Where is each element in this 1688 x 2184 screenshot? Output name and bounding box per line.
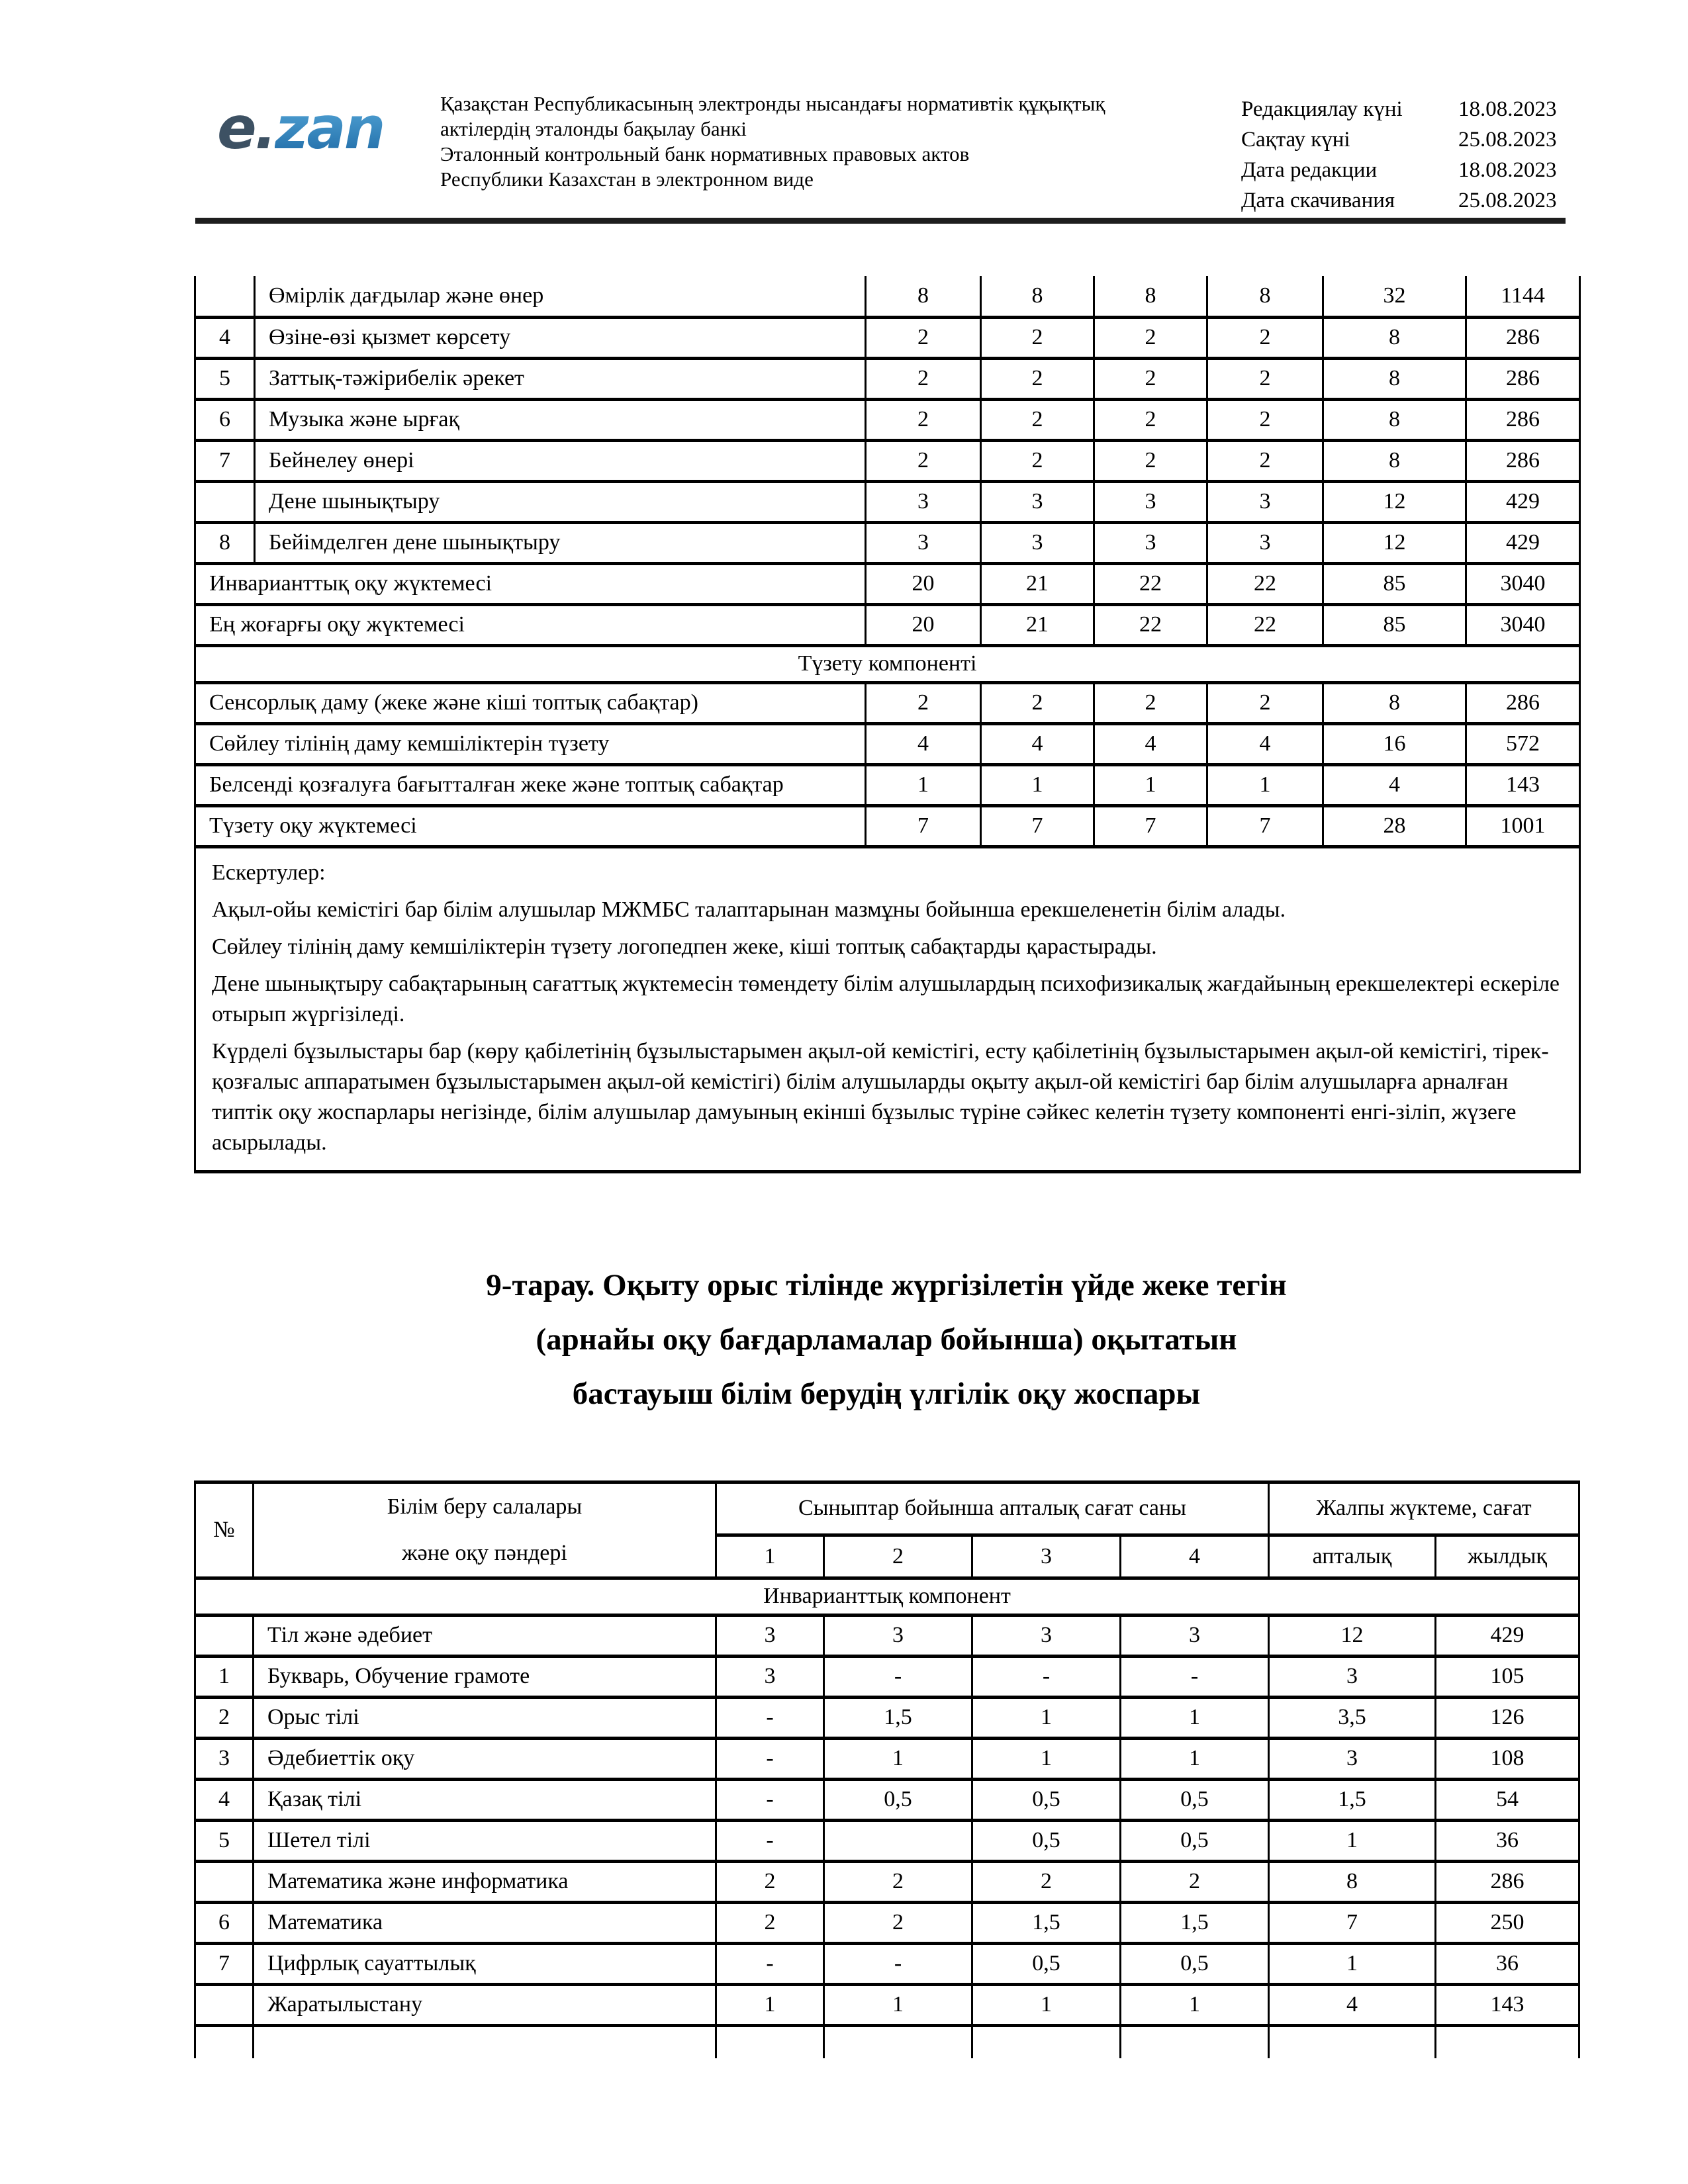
hours-value-cell: 3,5 bbox=[1269, 1697, 1436, 1738]
hours-value-cell: 429 bbox=[1466, 481, 1580, 522]
date-label: Дата скачивания bbox=[1241, 189, 1395, 212]
hours-value-cell: 21 bbox=[981, 563, 1094, 604]
hours-value-cell: 3040 bbox=[1466, 604, 1580, 645]
table-row bbox=[195, 723, 1580, 764]
hours-value-cell: 3 bbox=[981, 481, 1094, 522]
hours-value-cell: 7 bbox=[866, 805, 981, 846]
table-row bbox=[195, 645, 1580, 682]
hours-value-cell: 2 bbox=[1094, 399, 1207, 440]
row-number-cell: 5 bbox=[195, 358, 255, 399]
table-row bbox=[195, 604, 1580, 645]
hours-value-cell: 3 bbox=[716, 1656, 824, 1697]
hours-value-cell: 7 bbox=[981, 805, 1094, 846]
hours-value-cell: 286 bbox=[1466, 399, 1580, 440]
note-paragraph: Дене шынықтыру сабақтарының сағаттық жүктемесін төмендету білім алушылардың психофизикалық жағдайының ерекшелектері ескеріле отырып жүргізіледі. bbox=[212, 971, 1560, 1026]
table-row bbox=[195, 846, 1580, 1171]
note-paragraph: Күрделі бұзылыстары бар (көру қабілетінің бұзылыстарымен ақыл-ой кемістігі, есту қабілетінің бұзылыстарымен ақыл-ой кемістігі, тірек-қозғалыс аппаратымен бұзылыстарымен ақыл-ой кемістігі) білім алушыларды оқыту ақыл-ой кемістігі бар білім алушыларға арналған типтік оқу жоспарлары негізінде, білім алушылар дамуының екінші бұзылыс түріне сәйкес келетін түзету компоненті енгі-зіліп, жүзеге асырылады. bbox=[212, 1038, 1549, 1155]
hours-value-cell: 8 bbox=[1323, 399, 1466, 440]
hours-value-cell: 2 bbox=[1207, 358, 1323, 399]
hours-value-cell: 3 bbox=[1207, 481, 1323, 522]
hours-value-cell: 36 bbox=[1436, 1820, 1579, 1861]
hours-value-cell: 1 bbox=[866, 764, 981, 805]
document-dates bbox=[1241, 94, 1564, 216]
hours-value-cell: 2 bbox=[972, 1861, 1121, 1902]
hours-value-cell: 4 bbox=[1269, 1984, 1436, 2025]
table-row bbox=[195, 1820, 1579, 1861]
hours-value-cell: 286 bbox=[1466, 358, 1580, 399]
row-label-cell: Жаратылыстану bbox=[254, 1984, 716, 2025]
hours-value-cell: 2 bbox=[1207, 317, 1323, 358]
hours-value-cell: 0,5 bbox=[1121, 1779, 1269, 1820]
column-header-total-load: Жалпы жүктеме, сағат bbox=[1269, 1482, 1579, 1535]
hours-value-cell: 1,5 bbox=[1121, 1902, 1269, 1943]
hours-value-cell bbox=[716, 2025, 824, 2058]
hours-value-cell: 16 bbox=[1323, 723, 1466, 764]
row-number-cell: 6 bbox=[195, 399, 255, 440]
org-line: Қазақстан Республикасының электронды нысандағы нормативтік құқықтық bbox=[440, 92, 1105, 115]
hours-value-cell: 1 bbox=[1269, 1943, 1436, 1984]
hours-value-cell: 143 bbox=[1436, 1984, 1579, 2025]
column-header-subjects-line: Білім беру салалары bbox=[387, 1494, 583, 1519]
hours-value-cell: 85 bbox=[1323, 563, 1466, 604]
hours-value-cell: - bbox=[824, 1943, 972, 1984]
table-header-row bbox=[195, 1482, 1579, 1535]
date-label: Сақтау күні bbox=[1241, 128, 1350, 152]
table-row bbox=[195, 522, 1580, 563]
hours-value-cell: 1 bbox=[981, 764, 1094, 805]
hours-value-cell: 3 bbox=[1094, 481, 1207, 522]
hours-value-cell: 3040 bbox=[1466, 563, 1580, 604]
hours-value-cell: 1144 bbox=[1466, 276, 1580, 317]
hours-value-cell: 1 bbox=[1207, 764, 1323, 805]
table-row bbox=[195, 764, 1580, 805]
hours-value-cell: 36 bbox=[1436, 1943, 1579, 1984]
column-header-class-2: 2 bbox=[824, 1535, 972, 1578]
row-number-cell: 4 bbox=[195, 317, 255, 358]
notes-section bbox=[195, 846, 1580, 1171]
hours-value-cell: 3 bbox=[972, 1615, 1121, 1656]
hours-value-cell bbox=[1269, 2025, 1436, 2058]
hours-value-cell: 2 bbox=[866, 358, 981, 399]
hours-value-cell: 4 bbox=[1207, 723, 1323, 764]
table-row bbox=[195, 1738, 1579, 1779]
table-row bbox=[195, 1902, 1579, 1943]
hours-value-cell: 3 bbox=[1269, 1738, 1436, 1779]
hours-value-cell: 22 bbox=[1207, 563, 1323, 604]
table-row bbox=[195, 1578, 1579, 1615]
hours-value-cell bbox=[824, 2025, 972, 2058]
hours-value-cell: - bbox=[824, 1656, 972, 1697]
column-header-yearly: жылдық bbox=[1436, 1535, 1579, 1578]
hours-value-cell: 21 bbox=[981, 604, 1094, 645]
table-row bbox=[195, 1779, 1579, 1820]
row-number-cell: 8 bbox=[195, 522, 255, 563]
column-header-class-4: 4 bbox=[1121, 1535, 1269, 1578]
hours-value-cell: 1 bbox=[972, 1738, 1121, 1779]
hours-value-cell: 0,5 bbox=[972, 1943, 1121, 1984]
hours-value-cell: 8 bbox=[1094, 276, 1207, 317]
section-title-cell: Инварианттық компонент bbox=[195, 1578, 1579, 1615]
hours-value-cell: - bbox=[972, 1656, 1121, 1697]
hours-value-cell: 7 bbox=[1094, 805, 1207, 846]
column-header-weekly: апталық bbox=[1269, 1535, 1436, 1578]
row-number-cell: 2 bbox=[195, 1697, 254, 1738]
table-row bbox=[195, 440, 1580, 481]
hours-value-cell: - bbox=[716, 1779, 824, 1820]
hours-value-cell: 3 bbox=[1269, 1656, 1436, 1697]
table-row bbox=[195, 276, 1580, 317]
hours-value-cell: 7 bbox=[1207, 805, 1323, 846]
table-row bbox=[195, 682, 1580, 723]
row-number-cell: 3 bbox=[195, 1738, 254, 1779]
hours-value-cell: 0,5 bbox=[972, 1820, 1121, 1861]
chapter-heading-line: 9-тарау. Оқыту орыс тілінде жүргізілетін үйде жеке тегін bbox=[486, 1267, 1287, 1302]
table-row bbox=[195, 1656, 1579, 1697]
row-number-cell bbox=[195, 481, 255, 522]
hours-value-cell: 4 bbox=[981, 723, 1094, 764]
hours-value-cell: 3 bbox=[1121, 1615, 1269, 1656]
table-row bbox=[195, 317, 1580, 358]
row-number-cell bbox=[195, 1861, 254, 1902]
hours-value-cell: 3 bbox=[1207, 522, 1323, 563]
hours-value-cell: 1 bbox=[824, 1738, 972, 1779]
org-line: актілердің эталонды бақылау банкі bbox=[440, 117, 747, 140]
hours-value-cell: 1 bbox=[1094, 764, 1207, 805]
table-row bbox=[195, 1943, 1579, 1984]
column-header-subjects bbox=[254, 1482, 716, 1578]
row-number-cell bbox=[195, 1615, 254, 1656]
date-value: 25.08.2023 bbox=[1458, 189, 1557, 212]
hours-value-cell: 3 bbox=[716, 1615, 824, 1656]
row-label-cell: Бейімделген дене шынықтыру bbox=[255, 522, 866, 563]
row-number-cell: 4 bbox=[195, 1779, 254, 1820]
table-row bbox=[195, 1861, 1579, 1902]
hours-value-cell: 572 bbox=[1466, 723, 1580, 764]
hours-value-cell: 286 bbox=[1466, 682, 1580, 723]
hours-value-cell: - bbox=[716, 1697, 824, 1738]
hours-value-cell: 8 bbox=[981, 276, 1094, 317]
hours-value-cell: 2 bbox=[981, 440, 1094, 481]
table-row bbox=[195, 1984, 1579, 2025]
hours-value-cell: 12 bbox=[1323, 522, 1466, 563]
ezan-logo bbox=[217, 94, 384, 162]
hours-value-cell: 1 bbox=[824, 1984, 972, 2025]
hours-value-cell: 2 bbox=[981, 317, 1094, 358]
curriculum-table-continued bbox=[194, 276, 1581, 1173]
hours-value-cell: 22 bbox=[1207, 604, 1323, 645]
row-number-cell: 1 bbox=[195, 1656, 254, 1697]
document-content bbox=[194, 276, 1579, 2058]
hours-value-cell: 8 bbox=[1323, 440, 1466, 481]
hours-value-cell: 286 bbox=[1466, 317, 1580, 358]
curriculum-table-chapter9 bbox=[194, 1480, 1580, 2059]
hours-value-cell: 22 bbox=[1094, 604, 1207, 645]
hours-value-cell bbox=[1121, 2025, 1269, 2058]
row-label-cell: Музыка және ырғақ bbox=[255, 399, 866, 440]
row-number-cell: 7 bbox=[195, 1943, 254, 1984]
hours-value-cell: 1 bbox=[716, 1984, 824, 2025]
hours-value-cell: 1,5 bbox=[824, 1697, 972, 1738]
chapter-heading-line: (арнайы оқу бағдарламалар бойынша) оқытатын bbox=[536, 1322, 1237, 1357]
hours-value-cell: 1 bbox=[972, 1984, 1121, 2025]
hours-value-cell: 12 bbox=[1269, 1615, 1436, 1656]
hours-value-cell: 2 bbox=[1094, 440, 1207, 481]
hours-value-cell: 3 bbox=[1094, 522, 1207, 563]
hours-value-cell: 2 bbox=[866, 440, 981, 481]
row-label-cell: Бейнелеу өнері bbox=[255, 440, 866, 481]
column-header-number: № bbox=[195, 1482, 254, 1578]
row-label-cell: Сенсорлық даму (жеке және кіші топтық сабақтар) bbox=[195, 682, 866, 723]
table-row bbox=[195, 2025, 1579, 2058]
note-paragraph: Сөйлеу тілінің даму кемшіліктерін түзету логопедпен жеке, кіші топтық сабақтарды қарастырады. bbox=[212, 934, 1157, 959]
hours-value-cell: 108 bbox=[1436, 1738, 1579, 1779]
row-number-cell: 5 bbox=[195, 1820, 254, 1861]
hours-value-cell: 2 bbox=[824, 1861, 972, 1902]
table-row bbox=[195, 563, 1580, 604]
hours-value-cell: 2 bbox=[981, 399, 1094, 440]
hours-value-cell: 1 bbox=[1121, 1984, 1269, 2025]
hours-value-cell: 32 bbox=[1323, 276, 1466, 317]
hours-value-cell: 2 bbox=[1207, 399, 1323, 440]
hours-value-cell: 2 bbox=[1094, 317, 1207, 358]
hours-value-cell: 3 bbox=[866, 481, 981, 522]
hours-value-cell: 4 bbox=[866, 723, 981, 764]
row-label-cell: Белсенді қозғалуға бағытталған жеке және топтық сабақтар bbox=[195, 764, 866, 805]
hours-value-cell: 3 bbox=[824, 1615, 972, 1656]
row-label-cell: Букварь, Обучение грамоте bbox=[254, 1656, 716, 1697]
column-header-subjects-line: және оқу пәндері bbox=[402, 1540, 567, 1565]
date-label: Редакциялау күні bbox=[1241, 97, 1403, 121]
row-label-cell: Шетел тілі bbox=[254, 1820, 716, 1861]
row-label-cell: Инварианттық оқу жүктемесі bbox=[195, 563, 866, 604]
logo-text-blue: zan bbox=[275, 94, 384, 162]
hours-value-cell: 8 bbox=[866, 276, 981, 317]
hours-value-cell: 429 bbox=[1466, 522, 1580, 563]
table-row bbox=[195, 805, 1580, 846]
hours-value-cell: 8 bbox=[1269, 1861, 1436, 1902]
hours-value-cell: 1,5 bbox=[972, 1902, 1121, 1943]
hours-value-cell: 0,5 bbox=[1121, 1820, 1269, 1861]
hours-value-cell: 4 bbox=[1094, 723, 1207, 764]
chapter-heading bbox=[194, 1258, 1579, 1421]
row-number-cell bbox=[195, 2025, 254, 2058]
hours-value-cell: 8 bbox=[1207, 276, 1323, 317]
hours-value-cell: - bbox=[716, 1943, 824, 1984]
row-label-cell: Математика bbox=[254, 1902, 716, 1943]
row-label-cell: Ең жоғарғы оқу жүктемесі bbox=[195, 604, 866, 645]
row-label-cell: Әдебиеттік оқу bbox=[254, 1738, 716, 1779]
date-value: 18.08.2023 bbox=[1458, 158, 1557, 182]
hours-value-cell: 28 bbox=[1323, 805, 1466, 846]
hours-value-cell: 7 bbox=[1269, 1902, 1436, 1943]
hours-value-cell: 3 bbox=[981, 522, 1094, 563]
hours-value-cell: 2 bbox=[981, 682, 1094, 723]
hours-value-cell: - bbox=[716, 1738, 824, 1779]
table-row bbox=[195, 481, 1580, 522]
date-value: 18.08.2023 bbox=[1458, 97, 1557, 121]
row-label-cell: Цифрлық сауаттылық bbox=[254, 1943, 716, 1984]
note-paragraph: Ақыл-ойы кемістігі бар білім алушылар МЖМБС талаптарынан мазмұны бойынша ерекшеленетін білім алады. bbox=[212, 897, 1286, 922]
hours-value-cell: 2 bbox=[1094, 358, 1207, 399]
hours-value-cell: 2 bbox=[716, 1902, 824, 1943]
hours-value-cell: 1 bbox=[1121, 1697, 1269, 1738]
hours-value-cell: 8 bbox=[1323, 358, 1466, 399]
hours-value-cell: 8 bbox=[1323, 682, 1466, 723]
hours-value-cell: - bbox=[1121, 1656, 1269, 1697]
hours-value-cell: 0,5 bbox=[1121, 1943, 1269, 1984]
row-label-cell: Дене шынықтыру bbox=[255, 481, 866, 522]
row-label-cell: Түзету оқу жүктемесі bbox=[195, 805, 866, 846]
hours-value-cell: 1 bbox=[1121, 1738, 1269, 1779]
hours-value-cell: 22 bbox=[1094, 563, 1207, 604]
hours-value-cell: 429 bbox=[1436, 1615, 1579, 1656]
hours-value-cell: 143 bbox=[1466, 764, 1580, 805]
row-label-cell: Сөйлеу тілінің даму кемшіліктерін түзету bbox=[195, 723, 866, 764]
hours-value-cell: 2 bbox=[981, 358, 1094, 399]
hours-value-cell: - bbox=[716, 1820, 824, 1861]
notes-cell bbox=[195, 846, 1580, 1171]
row-label-cell: Өмірлік дағдылар және өнер bbox=[255, 276, 866, 317]
hours-value-cell: 2 bbox=[866, 399, 981, 440]
notes-title: Ескертулер: bbox=[212, 860, 326, 885]
hours-value-cell bbox=[972, 2025, 1121, 2058]
table-row bbox=[195, 1697, 1579, 1738]
date-label: Дата редакции bbox=[1241, 158, 1378, 182]
row-label-cell: Математика және информатика bbox=[254, 1861, 716, 1902]
hours-value-cell: 1001 bbox=[1466, 805, 1580, 846]
hours-value-cell: 2 bbox=[866, 317, 981, 358]
row-number-cell bbox=[195, 1984, 254, 2025]
table-row bbox=[195, 399, 1580, 440]
hours-value-cell: 85 bbox=[1323, 604, 1466, 645]
hours-value-cell: 286 bbox=[1466, 440, 1580, 481]
hours-value-cell: 20 bbox=[866, 563, 981, 604]
logo-text-dark: e. bbox=[217, 94, 275, 162]
hours-value-cell bbox=[824, 1820, 972, 1861]
hours-value-cell: 54 bbox=[1436, 1779, 1579, 1820]
hours-value-cell: 250 bbox=[1436, 1902, 1579, 1943]
row-label-cell: Өзіне-өзі қызмет көрсету bbox=[255, 317, 866, 358]
row-label-cell bbox=[254, 2025, 716, 2058]
hours-value-cell: 2 bbox=[866, 682, 981, 723]
header-divider-rule bbox=[195, 218, 1566, 224]
hours-value-cell: 286 bbox=[1436, 1861, 1579, 1902]
hours-value-cell: 4 bbox=[1323, 764, 1466, 805]
hours-value-cell: 2 bbox=[1207, 682, 1323, 723]
table-row bbox=[195, 1615, 1579, 1656]
hours-value-cell: 12 bbox=[1323, 481, 1466, 522]
hours-value-cell: 126 bbox=[1436, 1697, 1579, 1738]
hours-value-cell: 20 bbox=[866, 604, 981, 645]
section-title-cell: Түзету компоненті bbox=[195, 645, 1580, 682]
org-line: Республики Казахстан в электронном виде bbox=[440, 167, 814, 191]
row-label-cell: Қазақ тілі bbox=[254, 1779, 716, 1820]
hours-value-cell: 2 bbox=[824, 1902, 972, 1943]
table-header bbox=[195, 1482, 1579, 1578]
column-header-weekly-hours-by-class: Сыныптар бойынша апталық сағат саны bbox=[716, 1482, 1269, 1535]
hours-value-cell bbox=[1436, 2025, 1579, 2058]
hours-value-cell: 2 bbox=[716, 1861, 824, 1902]
hours-value-cell: 1 bbox=[972, 1697, 1121, 1738]
column-header-class-3: 3 bbox=[972, 1535, 1121, 1578]
chapter-heading-line: бастауыш білім берудің үлгілік оқу жоспары bbox=[572, 1376, 1201, 1411]
row-label-cell: Заттық-тәжірибелік әрекет bbox=[255, 358, 866, 399]
date-value: 25.08.2023 bbox=[1458, 128, 1557, 152]
column-header-class-1: 1 bbox=[716, 1535, 824, 1578]
hours-value-cell: 8 bbox=[1323, 317, 1466, 358]
row-number-cell: 7 bbox=[195, 440, 255, 481]
organization-description bbox=[440, 91, 1228, 192]
hours-value-cell: 3 bbox=[866, 522, 981, 563]
row-number-cell bbox=[195, 276, 255, 317]
hours-value-cell: 2 bbox=[1094, 682, 1207, 723]
row-label-cell: Тіл және әдебиет bbox=[254, 1615, 716, 1656]
hours-value-cell: 2 bbox=[1121, 1861, 1269, 1902]
hours-value-cell: 0,5 bbox=[824, 1779, 972, 1820]
hours-value-cell: 2 bbox=[1207, 440, 1323, 481]
hours-value-cell: 1 bbox=[1269, 1820, 1436, 1861]
hours-value-cell: 1,5 bbox=[1269, 1779, 1436, 1820]
row-label-cell: Орыс тілі bbox=[254, 1697, 716, 1738]
row-number-cell: 6 bbox=[195, 1902, 254, 1943]
org-line: Эталонный контрольный банк нормативных правовых актов bbox=[440, 142, 970, 165]
hours-value-cell: 105 bbox=[1436, 1656, 1579, 1697]
hours-value-cell: 0,5 bbox=[972, 1779, 1121, 1820]
table-row bbox=[195, 358, 1580, 399]
